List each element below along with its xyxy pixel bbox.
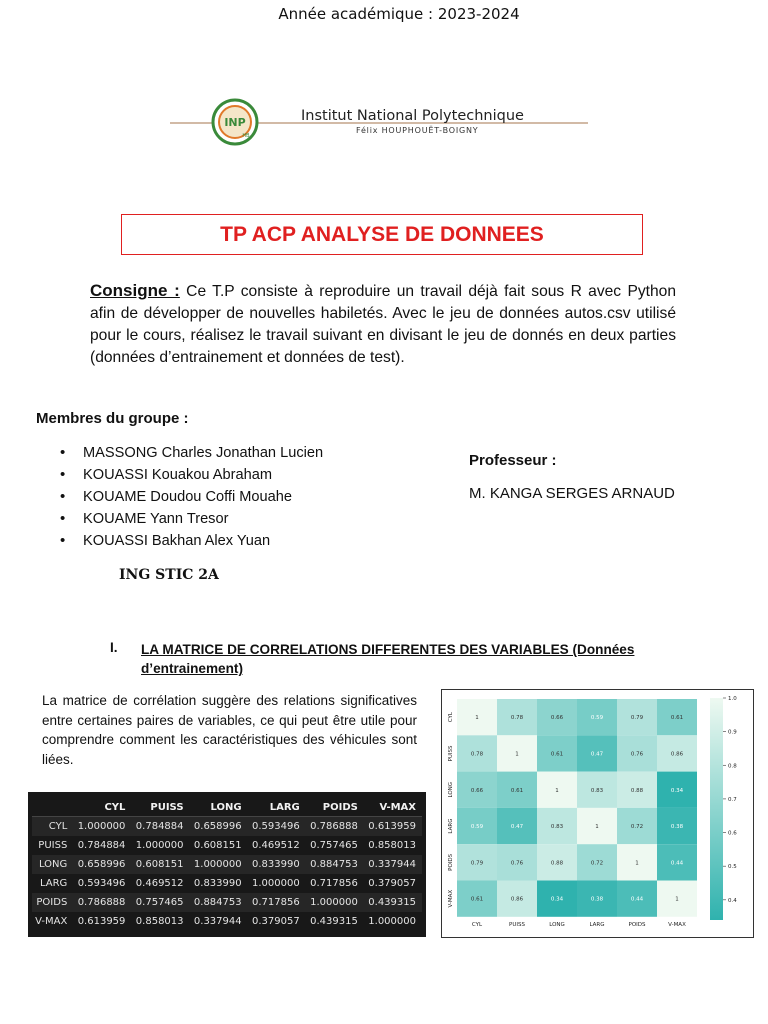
heatmap-x-tick: POIDS bbox=[628, 921, 646, 928]
heatmap-x-tick: V-MAX bbox=[668, 921, 686, 928]
title-box bbox=[121, 214, 643, 255]
heatmap-cell-label: 1 bbox=[475, 715, 479, 722]
heatmap-cell-label: 0.34 bbox=[670, 787, 684, 794]
table-cell: 0.658996 bbox=[73, 855, 131, 874]
table-header-row bbox=[32, 798, 422, 817]
table-cell: 0.833990 bbox=[193, 878, 242, 889]
table-body bbox=[32, 817, 422, 932]
table-cell: 0.858013 bbox=[368, 840, 416, 851]
table-cell: 0.717856 bbox=[310, 878, 358, 889]
members-list bbox=[60, 442, 323, 552]
heatmap-cell-label: 0.79 bbox=[630, 715, 644, 722]
row-header: CYL bbox=[32, 817, 73, 837]
table-cell: 0.379057 bbox=[252, 916, 300, 927]
heatmap-cell-label: 0.61 bbox=[470, 896, 484, 903]
table-cell: 1.000000 bbox=[135, 840, 184, 851]
column-header: CYL bbox=[73, 798, 131, 817]
table-cell: 0.884753 bbox=[190, 893, 248, 912]
academic-year: Année académique : 2023-2024 bbox=[278, 5, 520, 23]
table-cell: 1.000000 bbox=[306, 893, 364, 912]
heatmap-cell-label: 0.44 bbox=[630, 896, 644, 903]
correlation-paragraph: La matrice de corrélation suggère des relations significatives entre certaines paires de variables, ce qui peut être utile pour comprendre comment les caractéristiques des véhicules sont liées. bbox=[42, 693, 417, 767]
heatmap-cell-label: 0.78 bbox=[470, 751, 484, 758]
heatmap-cell-label: 0.72 bbox=[590, 860, 604, 867]
member-item: • KOUASSI Kouakou Abraham bbox=[60, 464, 323, 486]
consigne-paragraph bbox=[90, 280, 676, 369]
table-cell: 0.858013 bbox=[135, 916, 184, 927]
table-cell: 0.608151 bbox=[193, 840, 242, 851]
professor-title: Professeur : bbox=[469, 452, 557, 469]
heatmap-cell-label: 0.44 bbox=[670, 860, 684, 867]
members-title: Membres du groupe : bbox=[36, 410, 189, 427]
table-row bbox=[32, 912, 422, 931]
heatmap-cell-label: 0.59 bbox=[470, 824, 484, 831]
table-cell: 0.379057 bbox=[368, 878, 416, 889]
heatmap-cell-label: 0.38 bbox=[670, 824, 684, 831]
heatmap-cell-label: 0.76 bbox=[510, 860, 524, 867]
heatmap-cell-label: 0.38 bbox=[590, 896, 604, 903]
column-header: PUISS bbox=[131, 798, 189, 817]
colorbar-tick-label: 0.5 bbox=[728, 864, 737, 871]
heatmap-x-tick: LARG bbox=[589, 921, 605, 928]
heatmap-cell-label: 1 bbox=[555, 787, 559, 794]
heatmap-cell-label: 0.61 bbox=[510, 787, 524, 794]
table-cell: 0.786888 bbox=[306, 817, 364, 837]
heatmap-x-tick: CYL bbox=[471, 921, 483, 928]
heatmap-cell-label: 0.88 bbox=[630, 787, 644, 794]
institute-header bbox=[170, 92, 590, 162]
member-item: • KOUASSI Bakhan Alex Yuan bbox=[60, 530, 323, 552]
heatmap-y-tick: LONG bbox=[448, 781, 454, 798]
heatmap-cell-label: 0.88 bbox=[550, 860, 564, 867]
heatmap-panel bbox=[441, 689, 754, 938]
heatmap-cell-label: 0.61 bbox=[670, 715, 684, 722]
colorbar-tick-label: 0.9 bbox=[728, 729, 737, 736]
heatmap-cell-label: 0.83 bbox=[590, 787, 604, 794]
heatmap-cell-label: 1 bbox=[635, 860, 639, 867]
table-cell: 0.613959 bbox=[77, 916, 126, 927]
heatmap-y-tick: POIDS bbox=[448, 853, 454, 871]
table-cell: 0.757465 bbox=[131, 893, 189, 912]
table-cell: 0.608151 bbox=[131, 855, 189, 874]
table-cell: 0.337944 bbox=[364, 855, 422, 874]
heatmap-cell-label: 0.72 bbox=[630, 824, 644, 831]
heatmap-y-tick: LARG bbox=[448, 818, 454, 834]
row-header: PUISS bbox=[38, 840, 68, 851]
table-cell: 0.469512 bbox=[135, 878, 184, 889]
table-cell: 0.469512 bbox=[252, 840, 300, 851]
colorbar-tick-label: 0.6 bbox=[728, 830, 737, 837]
correlation-heatmap bbox=[442, 690, 753, 937]
heatmap-cell-label: 0.34 bbox=[550, 896, 564, 903]
table-row bbox=[32, 855, 422, 874]
heatmap-cell-label: 0.83 bbox=[550, 824, 564, 831]
column-header: LARG bbox=[248, 798, 306, 817]
table-cell: 0.786888 bbox=[73, 893, 131, 912]
table-cell: 0.833990 bbox=[248, 855, 306, 874]
colorbar-tick-label: 1.0 bbox=[728, 696, 737, 702]
consigne-text: Ce T.P consiste à reproduire un travail déjà fait sous R avec Python afin de développer de nouvelles habiletés. Avec le jeu de données autos.csv utilisé pour le cours, réalisez le travail suivant en divisant le jeu de donnés en deux parties (données d’entrainement et données de test). bbox=[90, 283, 676, 366]
table-cell: 1.000000 bbox=[73, 817, 131, 837]
table-row bbox=[32, 874, 422, 893]
correlation-table-panel bbox=[28, 792, 426, 937]
logo-text: INP bbox=[224, 116, 246, 129]
heatmap-cell-label: 0.86 bbox=[510, 896, 524, 903]
logo-sub: HB bbox=[242, 133, 250, 139]
table-cell: 0.717856 bbox=[248, 893, 306, 912]
table-cell: 0.439315 bbox=[364, 893, 422, 912]
heatmap-cell-label: 1 bbox=[515, 751, 519, 758]
colorbar-tick-label: 0.8 bbox=[728, 763, 737, 770]
table-cell: 0.784884 bbox=[77, 840, 126, 851]
row-header: LARG bbox=[39, 878, 68, 889]
table-cell: 0.337944 bbox=[193, 916, 242, 927]
table-row bbox=[32, 836, 422, 855]
table-cell: 0.784884 bbox=[131, 817, 189, 837]
table-cell: 0.439315 bbox=[310, 916, 358, 927]
document-title: TP ACP ANALYSE DE DONNEES bbox=[220, 222, 544, 246]
row-header: V-MAX bbox=[35, 916, 68, 927]
section-title: LA MATRICE DE CORRELATIONS DIFFERENTES DES VARIABLES (Données d’entrainement) bbox=[141, 642, 635, 676]
column-header: LONG bbox=[190, 798, 248, 817]
section-number: I. bbox=[110, 640, 118, 655]
heatmap-y-tick: V-MAX bbox=[448, 889, 454, 908]
heatmap-cell-label: 0.61 bbox=[550, 751, 564, 758]
row-header: LONG bbox=[32, 855, 73, 874]
consigne-label: Consigne : bbox=[90, 281, 180, 300]
heatmap-cell-label: 0.47 bbox=[590, 751, 604, 758]
table-cell: 1.000000 bbox=[190, 855, 248, 874]
table-cell: 1.000000 bbox=[368, 916, 416, 927]
heatmap-cell-label: 0.76 bbox=[630, 751, 644, 758]
row-header: POIDS bbox=[32, 893, 73, 912]
table-cell: 0.757465 bbox=[310, 840, 358, 851]
heatmap-x-tick: LONG bbox=[549, 921, 565, 928]
table-row bbox=[32, 817, 422, 837]
table-corner bbox=[32, 798, 73, 817]
heatmap-cell-label: 1 bbox=[595, 824, 599, 831]
heatmap-cell-label: 0.47 bbox=[510, 824, 524, 831]
member-item: • KOUAME Yann Tresor bbox=[60, 508, 323, 530]
correlation-table bbox=[32, 798, 422, 931]
heatmap-cell-label: 0.59 bbox=[590, 715, 604, 722]
institute-logo-banner bbox=[170, 92, 590, 162]
table-cell: 0.593496 bbox=[77, 878, 126, 889]
heatmap-x-tick: PUISS bbox=[509, 921, 525, 928]
heatmap-cell-label: 0.78 bbox=[510, 715, 524, 722]
heatmap-cell-label: 0.86 bbox=[670, 751, 684, 758]
professor-name: M. KANGA SERGES ARNAUD bbox=[469, 485, 675, 502]
heatmap-y-tick: CYL bbox=[448, 712, 454, 723]
member-item: • KOUAME Doudou Coffi Mouahe bbox=[60, 486, 323, 508]
heatmap-cell-label: 0.79 bbox=[470, 860, 484, 867]
member-item: • MASSONG Charles Jonathan Lucien bbox=[60, 442, 323, 464]
column-header: POIDS bbox=[306, 798, 364, 817]
colorbar-tick-label: 0.7 bbox=[728, 796, 737, 803]
heatmap-cell-label: 0.66 bbox=[470, 787, 484, 794]
table-cell: 0.593496 bbox=[248, 817, 306, 837]
heatmap-cell-label: 0.66 bbox=[550, 715, 564, 722]
table-row bbox=[32, 893, 422, 912]
table-cell: 0.884753 bbox=[306, 855, 364, 874]
colorbar-tick-label: 0.4 bbox=[728, 897, 737, 904]
table-cell: 0.658996 bbox=[190, 817, 248, 837]
institute-name: Institut National Polytechnique bbox=[301, 108, 524, 124]
column-header: V-MAX bbox=[364, 798, 422, 817]
heatmap-y-tick: PUISS bbox=[448, 745, 454, 762]
class-name: ING STIC 2A bbox=[119, 567, 219, 583]
heatmap-cell-label: 1 bbox=[675, 896, 679, 903]
colorbar bbox=[710, 698, 723, 920]
table-cell: 0.613959 bbox=[364, 817, 422, 837]
table-cell: 1.000000 bbox=[252, 878, 300, 889]
institute-subtitle: Félix HOUPHOUËT-BOIGNY bbox=[356, 126, 479, 135]
